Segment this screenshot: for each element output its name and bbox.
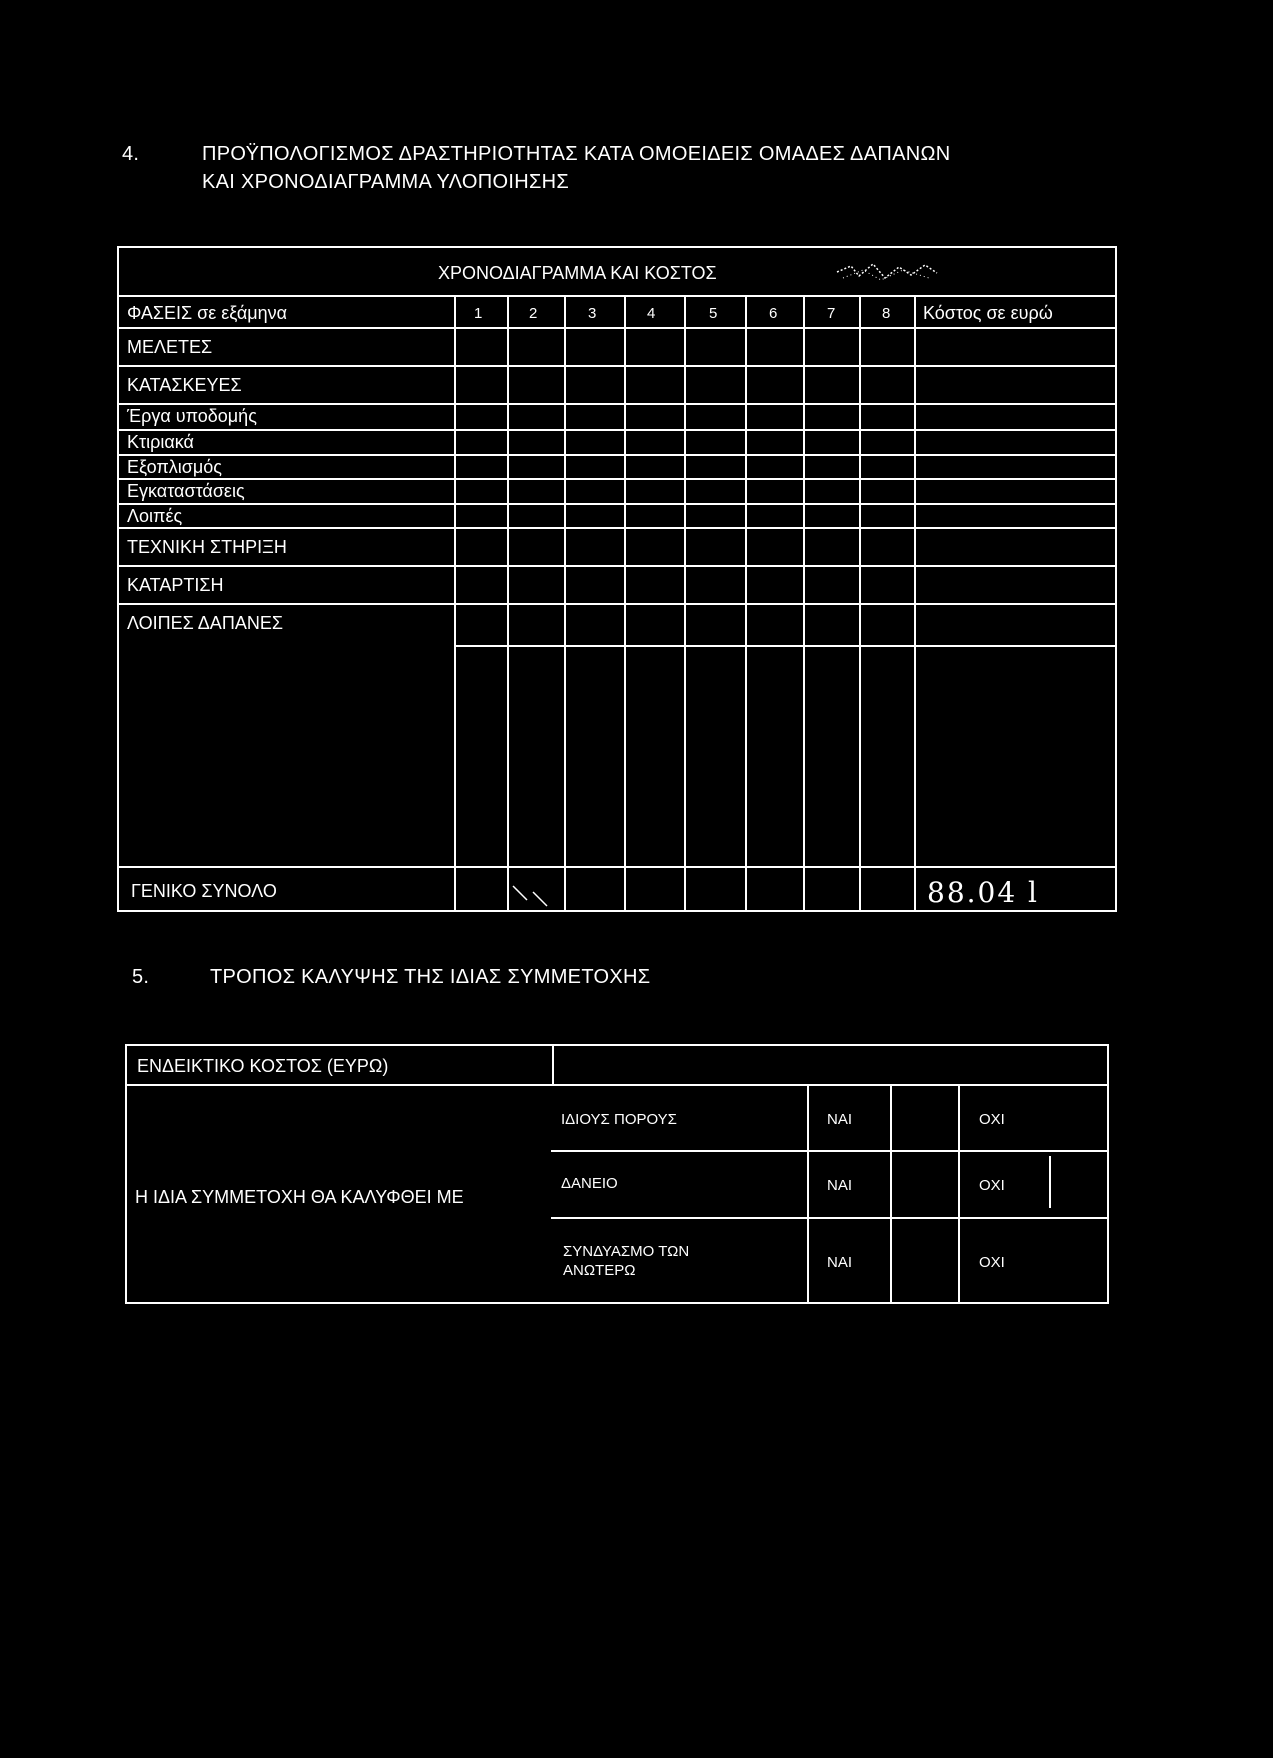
section-title-line-1: ΠΡΟΫΠΟΛΟΓΙΣΜΟΣ ΔΡΑΣΤΗΡΙΟΤΗΤΑΣ ΚΑΤΑ ΟΜΟΕΙΔΕΙΣ ΟΜΑΔΕΣ ΔΑΠΑΝΩΝ xyxy=(202,143,951,165)
option-yes: ΝΑΙ xyxy=(827,1177,853,1194)
column-divider xyxy=(745,295,747,910)
column-divider xyxy=(958,1086,960,1302)
period-header: 2 xyxy=(529,305,538,322)
column-divider xyxy=(807,1086,809,1302)
row-divider xyxy=(119,603,1115,605)
stamp-smudge xyxy=(833,258,943,284)
schedule-cost-table xyxy=(117,246,1117,912)
period-header: 7 xyxy=(827,305,836,322)
row-label: ΜΕΛΕΤΕΣ xyxy=(127,337,213,357)
option-yes: ΝΑΙ xyxy=(827,1254,853,1271)
row-divider xyxy=(119,295,1115,297)
section-title: ΤΡΟΠΟΣ ΚΑΛΥΨΗΣ ΤΗΣ ΙΔΙΑΣ ΣΥΜΜΕΤΟΧΗΣ xyxy=(210,966,651,988)
option-label-line-2: ΑΝΩΤΕΡΩ xyxy=(563,1262,636,1279)
row-divider xyxy=(551,1217,1107,1219)
option-label-line-1: ΣΥΝΔΥΑΣΜΟ ΤΩΝ xyxy=(563,1243,690,1260)
row-divider xyxy=(119,454,1115,456)
row-divider xyxy=(119,503,1115,505)
period-header: 6 xyxy=(769,305,778,322)
column-divider xyxy=(1049,1156,1051,1208)
total-cost-value: 88.04 l xyxy=(927,876,1040,909)
handwritten-mark xyxy=(509,878,565,908)
row-label: Κτιριακά xyxy=(127,432,194,452)
row-divider xyxy=(119,365,1115,367)
cost-header: Κόστος σε ευρώ xyxy=(923,303,1053,323)
row-label: Εξοπλισμός xyxy=(127,457,222,477)
row-divider xyxy=(119,478,1115,480)
row-divider xyxy=(119,565,1115,567)
row-label: Εγκαταστάσεις xyxy=(127,481,245,501)
section-5-heading xyxy=(132,963,1032,993)
option-label: ΙΔΙΟΥΣ ΠΟΡΟΥΣ xyxy=(561,1111,677,1128)
row-divider xyxy=(119,327,1115,329)
period-header: 5 xyxy=(709,305,718,322)
column-divider xyxy=(454,295,456,910)
section-number: 5. xyxy=(132,966,150,988)
section-4-heading xyxy=(122,140,1122,200)
section-number: 4. xyxy=(122,143,140,165)
option-yes: ΝΑΙ xyxy=(827,1111,853,1128)
table-caption: ΧΡΟΝΟΔΙΑΓΡΑΜΜΑ ΚΑΙ ΚΟΣΤΟΣ xyxy=(438,263,717,283)
column-divider xyxy=(859,295,861,910)
row-divider xyxy=(454,645,1115,647)
row-divider xyxy=(127,1084,1107,1086)
option-no: ΟΧΙ xyxy=(979,1177,1005,1194)
period-header: 1 xyxy=(474,305,483,322)
column-divider xyxy=(890,1086,892,1302)
row-divider xyxy=(119,866,1115,868)
section-title-line-2: ΚΑΙ ΧΡΟΝΟΔΙΑΓΡΑΜΜΑ ΥΛΟΠΟΙΗΣΗΣ xyxy=(202,171,570,193)
column-divider xyxy=(624,295,626,910)
row-divider xyxy=(119,429,1115,431)
column-divider xyxy=(914,295,916,910)
row-label: ΚΑΤΑΡΤΙΣΗ xyxy=(127,575,224,595)
row-label: ΚΑΤΑΣΚΕΥΕΣ xyxy=(127,375,242,395)
column-divider xyxy=(552,1046,554,1084)
row-divider xyxy=(119,403,1115,405)
column-divider xyxy=(684,295,686,910)
row-divider xyxy=(551,1150,1107,1152)
row-label: Έργα υποδομής xyxy=(127,406,257,426)
period-header: 3 xyxy=(588,305,597,322)
total-label: ΓΕΝΙΚΟ ΣΥΝΟΛΟ xyxy=(131,881,277,901)
coverage-table xyxy=(125,1044,1109,1304)
period-header: 8 xyxy=(882,305,891,322)
row-divider xyxy=(119,527,1115,529)
row-label: ΤΕΧΝΙΚΗ ΣΤΗΡΙΞΗ xyxy=(127,537,287,557)
option-no: ΟΧΙ xyxy=(979,1254,1005,1271)
column-divider xyxy=(507,295,509,910)
column-divider xyxy=(564,295,566,910)
row-label: Λοιπές xyxy=(127,506,183,526)
phase-header: ΦΑΣΕΙΣ σε εξάμηνα xyxy=(127,303,288,323)
option-no: ΟΧΙ xyxy=(979,1111,1005,1128)
covered-by-label: Η ΙΔΙΑ ΣΥΜΜΕΤΟΧΗ ΘΑ ΚΑΛΥΦΘΕΙ ΜΕ xyxy=(135,1187,464,1207)
indicative-cost-label: ΕΝΔΕΙΚΤΙΚΟ ΚΟΣΤΟΣ (ΕΥΡΩ) xyxy=(137,1056,389,1076)
period-header: 4 xyxy=(647,305,656,322)
column-divider xyxy=(803,295,805,910)
option-label: ΔΑΝΕΙΟ xyxy=(561,1175,618,1192)
row-label: ΛΟΙΠΕΣ ΔΑΠΑΝΕΣ xyxy=(127,613,283,633)
